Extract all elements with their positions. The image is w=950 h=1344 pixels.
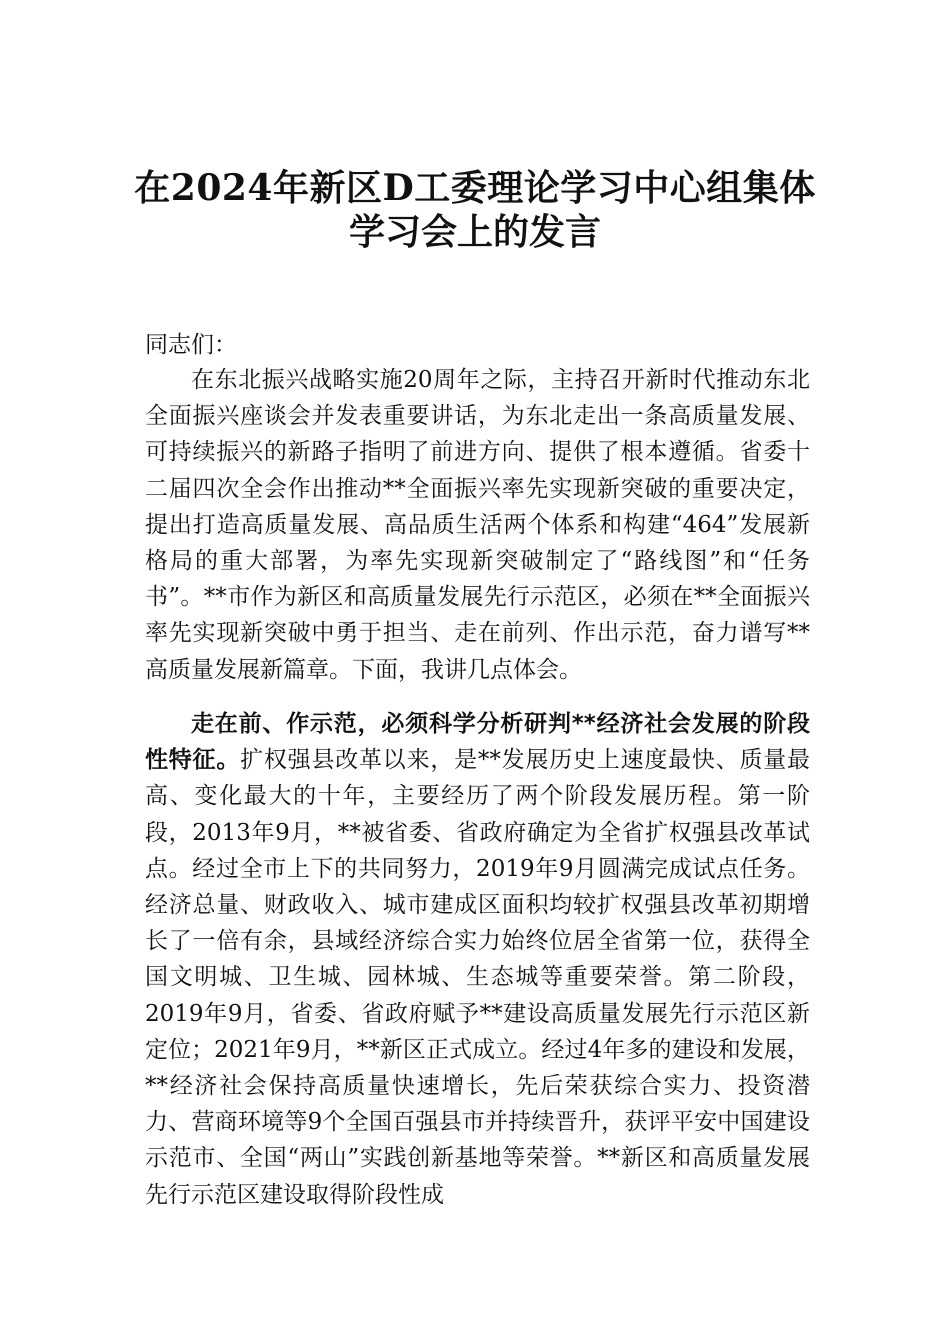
paragraph-2-heading: 走在前、作示范，必须科学分析研判**经济社会发展的阶段性特征。	[145, 711, 810, 774]
paragraph-1: 在东北振兴战略实施20周年之际，主持召开新时代推动东北全面振兴座谈会并发表重要讲话，为东北走出一条高质量发展、可持续振兴的新路子指明了前进方向、提供了根本遵循。省委十二届四次全会作出推动**全面振兴率先实现新突破的重要决定，提出打造高质量发展、高品质生活两个体系和构建“464”发展新格局的重大部署，为率先实现新突破制定了“路线图”和“任务书”。**市作为新区和高质量发展先行示范区，必须在**全面振兴率先实现新突破中勇于担当、走在前列、作出示范，奋力谱写**高质量发展新篇章。下面，我讲几点体会。	[145, 367, 810, 683]
paragraph-2	[145, 706, 810, 1213]
paragraph-2-body: 扩权强县改革以来，是**发展历史上速度最快、质量最高、变化最大的十年，主要经历了两个阶段发展历程。第一阶段，2013年9月，**被省委、省政府确定为全省扩权强县改革试点。经过全市上下的共同努力，2019年9月圆满完成试点任务。经济总量、财政收入、城市建成区面积均较扩权强县改革初期增长了一倍有余，县域经济综合实力始终位居全省第一位，获得全国文明城、卫生城、园林城、生态城等重要荣誉。第二阶段，2019年9月，省委、省政府赋予**建设高质量发展先行示范区新定位；2021年9月，**新区正式成立。经过4年多的建设和发展，**经济社会保持高质量快速增长，先后荣获综合实力、投资潜力、营商环境等9个全国百强县市并持续晋升，获评平安中国建设示范市、全国“两山”实践创新基地等荣誉。**新区和高质量发展先行示范区建设取得阶段性成	[145, 747, 811, 1208]
document-title-line-2: 学习会上的发言	[348, 211, 601, 253]
salutation: 同志们：	[145, 332, 237, 358]
document-title-line-1: 在2024年新区D工委理论学习中心组集体	[134, 167, 816, 209]
